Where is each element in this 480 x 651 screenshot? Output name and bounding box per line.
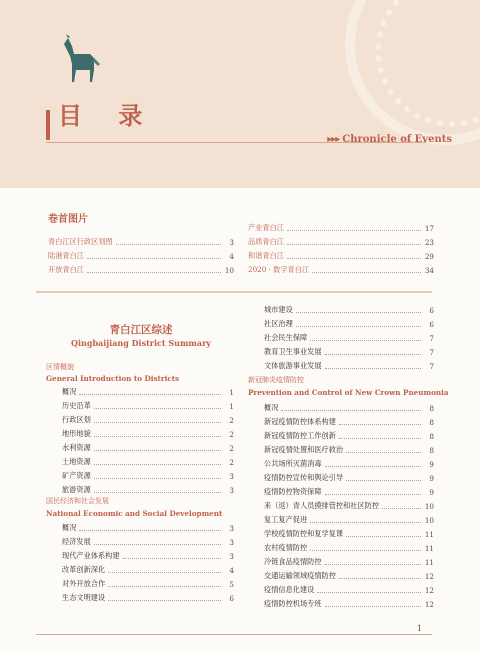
toc-page: 7	[429, 361, 434, 371]
leader-dots	[87, 268, 221, 273]
toc-entry[interactable]	[48, 236, 234, 248]
toc-page: 9	[429, 473, 434, 483]
toc-entry[interactable]	[62, 428, 234, 440]
toc-page: 6	[429, 305, 434, 315]
toc-page: 10	[424, 501, 434, 511]
toc-label: 疫情信息化建设	[264, 585, 315, 594]
toc-label: 历史沿革	[62, 401, 91, 410]
arrow-icons: ▸▸▸	[327, 134, 340, 145]
toc-page: 3	[229, 551, 234, 561]
toc-entry[interactable]	[264, 458, 434, 470]
toc-entry[interactable]	[264, 430, 434, 442]
leader-dots	[339, 574, 421, 579]
toc-page: 6	[229, 593, 234, 603]
toc-page: 2	[229, 443, 234, 453]
toc-page: 5	[229, 579, 234, 589]
toc-entry[interactable]	[62, 456, 234, 468]
toc-entry[interactable]	[248, 236, 434, 248]
toc-entry[interactable]	[62, 592, 234, 604]
leader-dots	[325, 560, 421, 565]
leader-dots	[94, 418, 221, 423]
leader-dots	[108, 568, 221, 573]
toc-label: 地形地貌	[62, 429, 91, 438]
toc-entry[interactable]	[248, 250, 434, 262]
category-heading-cn: 新冠肺炎疫情防控	[248, 376, 304, 384]
leader-dots	[94, 540, 221, 545]
leader-dots	[116, 240, 221, 245]
leader-dots	[312, 268, 421, 273]
toc-label: 品质青白江	[248, 237, 284, 246]
toc-label: 学校疫情防控和复学复课	[264, 529, 344, 538]
leader-dots	[287, 226, 421, 231]
leader-dots	[87, 254, 221, 259]
leader-dots	[94, 404, 221, 409]
toc-page: 7	[429, 333, 434, 343]
toc-entry[interactable]	[62, 550, 234, 562]
leader-dots	[94, 488, 221, 493]
toc-entry[interactable]	[264, 570, 434, 582]
toc-entry[interactable]	[62, 400, 234, 412]
category-heading-en: Prevention and Control of New Crown Pneumonia	[248, 388, 449, 397]
toc-entry[interactable]	[248, 222, 434, 234]
toc-label: 青白江区行政区划图	[48, 237, 113, 246]
leader-dots	[108, 582, 221, 587]
toc-label: 土地资源	[62, 457, 91, 466]
toc-label: 社会民生保障	[264, 333, 308, 342]
medallion-ornament-icon	[345, 0, 480, 145]
leader-dots	[325, 364, 421, 369]
toc-label: 陆港青白江	[48, 251, 84, 260]
toc-label: 疫情防控机场专班	[264, 599, 322, 608]
toc-label: 概况	[62, 523, 77, 532]
toc-entry[interactable]	[48, 264, 234, 276]
toc-label: 文体旅游事业发展	[264, 361, 322, 370]
toc-page: 8	[429, 417, 434, 427]
category-heading-cn: 国民经济和社会发展	[46, 497, 109, 505]
toc-entry[interactable]	[264, 542, 434, 554]
toc-label: 行政区划	[62, 415, 91, 424]
footer-rule	[36, 634, 432, 635]
toc-entry[interactable]	[248, 264, 434, 276]
toc-page: 9	[429, 487, 434, 497]
toc-page: 12	[424, 599, 434, 609]
toc-page: 11	[424, 529, 434, 539]
toc-label: 疫情防控物资保障	[264, 487, 322, 496]
toc-page: 2	[229, 457, 234, 467]
page-number: 1	[416, 624, 422, 633]
leader-dots	[346, 448, 421, 453]
chronicle-subtitle	[327, 134, 452, 145]
leader-dots	[310, 336, 421, 341]
toc-label: 现代产业体系构建	[62, 551, 120, 560]
toc-entry[interactable]	[264, 514, 434, 526]
toc-page: 29	[424, 251, 434, 261]
leader-dots	[123, 554, 221, 559]
toc-label: 矿产资源	[62, 471, 91, 480]
toc-label: 改革创新深化	[62, 565, 106, 574]
toc-entry[interactable]	[264, 360, 434, 372]
toc-label: 经济发展	[62, 537, 91, 546]
toc-page: 3	[229, 237, 234, 247]
leader-dots	[287, 254, 421, 259]
toc-page: 1	[229, 387, 234, 397]
toc-page: 10	[224, 265, 234, 275]
toc-label: 新冠疫情防控体系构建	[264, 417, 336, 426]
leader-dots	[317, 588, 421, 593]
toc-page: 8	[429, 403, 434, 413]
toc-entry[interactable]	[264, 318, 434, 330]
toc-entry[interactable]	[264, 416, 434, 428]
toc-page: 1	[229, 401, 234, 411]
toc-label: 农村疫情防控	[264, 543, 308, 552]
toc-page: 2	[229, 429, 234, 439]
toc-page: 23	[424, 237, 434, 247]
toc-entry[interactable]	[264, 304, 434, 316]
toc-entry[interactable]	[62, 484, 234, 496]
toc-entry[interactable]	[62, 536, 234, 548]
toc-entry[interactable]	[264, 500, 434, 512]
leader-dots	[382, 504, 421, 509]
toc-page: 3	[229, 537, 234, 547]
toc-page: 6	[429, 319, 434, 329]
leader-dots	[94, 432, 221, 437]
leader-dots	[79, 526, 221, 531]
leader-dots	[296, 322, 421, 327]
header-banner	[0, 0, 480, 188]
section-divider	[36, 291, 432, 293]
leader-dots	[325, 602, 421, 607]
toc-page: 8	[429, 445, 434, 455]
leader-dots	[346, 532, 421, 537]
toc-page: 12	[424, 585, 434, 595]
toc-label: 和谐青白江	[248, 251, 284, 260]
toc-page: 12	[424, 571, 434, 581]
toc-page: 17	[424, 223, 434, 233]
leader-dots	[310, 546, 421, 551]
toc-page: 2	[229, 415, 234, 425]
toc-label: 概况	[264, 403, 279, 412]
leader-dots	[108, 596, 221, 601]
toc-label: 交通运输领域疫情防控	[264, 571, 336, 580]
toc-entry[interactable]	[264, 332, 434, 344]
toc-entry[interactable]	[62, 414, 234, 426]
leader-dots	[310, 518, 421, 523]
toc-entry[interactable]	[264, 346, 434, 358]
bronze-horse-icon	[60, 34, 102, 86]
toc-entry[interactable]	[62, 470, 234, 482]
toc-page: 9	[429, 459, 434, 469]
toc-page: 34	[424, 265, 434, 275]
toc-label: 新冠疫情处置和医疗救治	[264, 445, 344, 454]
district-summary-title-cn: 青白江区综述	[109, 324, 173, 336]
toc-page: 3	[229, 471, 234, 481]
category-heading-cn: 区情概貌	[46, 363, 74, 371]
leader-dots	[296, 308, 421, 313]
toc-label: 概况	[62, 387, 77, 396]
toc-entry[interactable]	[62, 578, 234, 590]
toc-page: 8	[429, 431, 434, 441]
toc-entry[interactable]	[62, 386, 234, 398]
toc-entry[interactable]	[62, 442, 234, 454]
toc-entry[interactable]	[264, 444, 434, 456]
toc-entry[interactable]	[62, 522, 234, 534]
toc-label: 社区治理	[264, 319, 293, 328]
toc-entry[interactable]	[264, 528, 434, 540]
toc-entry[interactable]	[264, 402, 434, 414]
toc-label: 旅游资源	[62, 485, 91, 494]
toc-entry[interactable]	[264, 486, 434, 498]
leader-dots	[94, 474, 221, 479]
toc-label: 生态文明建设	[62, 593, 106, 602]
toc-label: 教育卫生事业发展	[264, 347, 322, 356]
chronicle-subtitle-text: Chronicle of Events	[342, 134, 452, 145]
toc-label: 2020 · 数字青白江	[248, 265, 310, 274]
toc-entry[interactable]	[48, 250, 234, 262]
toc-label: 复工复产促进	[264, 515, 308, 524]
toc-page: 4	[229, 565, 234, 575]
toc-label: 冷链食品疫情防控	[264, 557, 322, 566]
leader-dots	[94, 446, 221, 451]
toc-page: 3	[229, 485, 234, 495]
page-title: 目 录	[58, 101, 157, 130]
toc-label: 新冠疫情防控工作创新	[264, 431, 336, 440]
section-heading-frontispiece: 卷首图片	[48, 214, 88, 225]
leader-dots	[346, 476, 421, 481]
toc-page: 3	[229, 523, 234, 533]
toc-label: 城市建设	[264, 305, 293, 314]
toc-page: 11	[424, 557, 434, 567]
toc-entry[interactable]	[264, 472, 434, 484]
toc-entry[interactable]	[264, 598, 434, 610]
leader-dots	[325, 462, 421, 467]
toc-entry[interactable]	[264, 556, 434, 568]
toc-label: 疫情防控宣传和舆论引导	[264, 473, 344, 482]
leader-dots	[339, 434, 421, 439]
leader-dots	[94, 460, 221, 465]
toc-label: 公共场所灭菌消毒	[264, 459, 322, 468]
leader-dots	[339, 420, 421, 425]
toc-label: 开放青白江	[48, 265, 84, 274]
leader-dots	[287, 240, 421, 245]
toc-page: 7	[429, 347, 434, 357]
district-summary-title-en: Qingbaijiang District Summary	[71, 338, 211, 348]
category-heading-en: National Economic and Social Development	[46, 509, 223, 518]
toc-label: 对外开放合作	[62, 579, 106, 588]
toc-page: 4	[229, 251, 234, 261]
toc-label: 产业青白江	[248, 223, 284, 232]
leader-dots	[325, 490, 421, 495]
toc-page: 10	[424, 515, 434, 525]
leader-dots	[281, 406, 421, 411]
toc-entry[interactable]	[264, 584, 434, 596]
toc-entry[interactable]	[62, 564, 234, 576]
toc-label: 水利资源	[62, 443, 91, 452]
toc-page: 11	[424, 543, 434, 553]
title-accent-bar	[46, 110, 50, 140]
toc-label: 来（返）青人员摸排管控和社区防控	[264, 501, 380, 510]
leader-dots	[325, 350, 421, 355]
category-heading-en: General Introduction to Districts	[46, 374, 180, 383]
leader-dots	[79, 390, 221, 395]
